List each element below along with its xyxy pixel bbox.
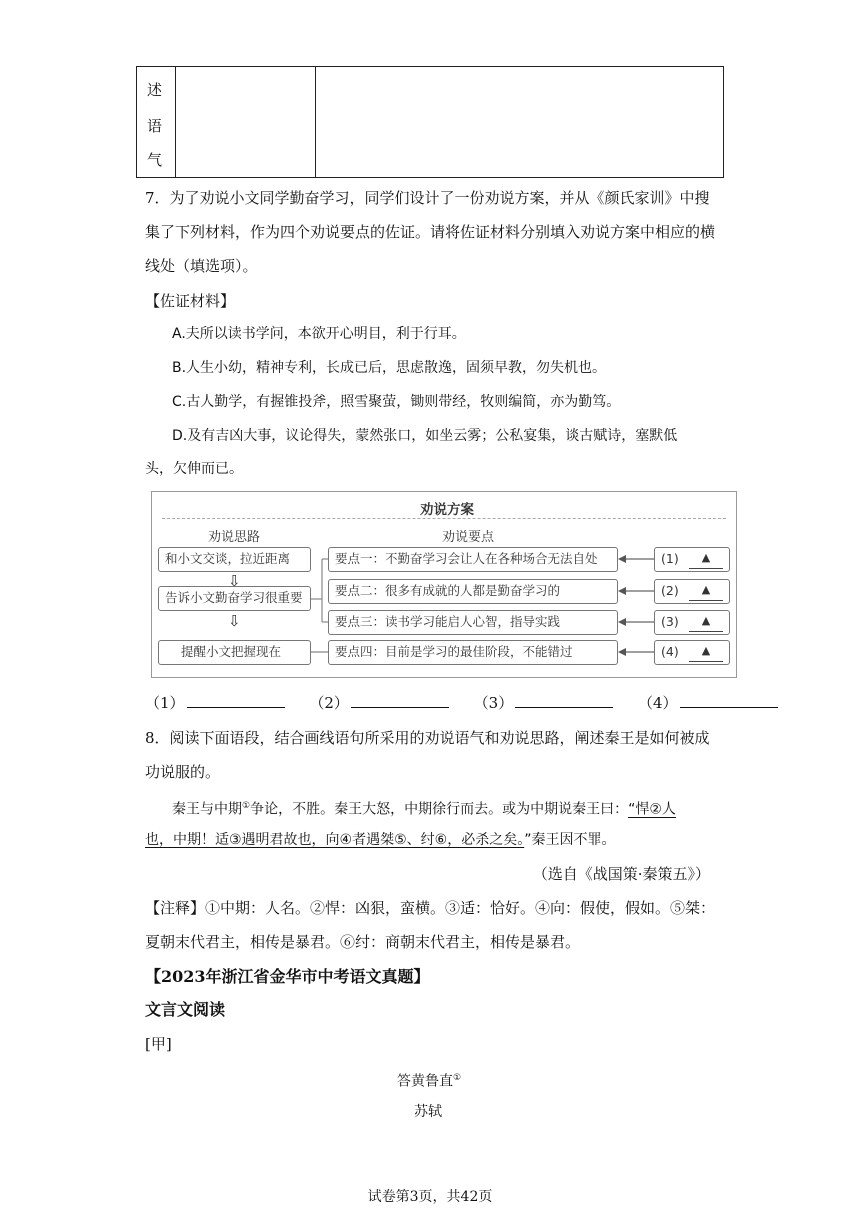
table-char: 述: [147, 81, 163, 99]
q7-line: 7．为了劝说小文同学勤奋学习，同学们设计了一份劝说方案，并从《颜氏家训》中搜: [145, 189, 710, 207]
underlined-text: 也，中期！适③遇明君故也，向④者遇桀⑤、纣⑥，必杀之矣。: [145, 832, 525, 848]
article-title: [397, 1068, 461, 1092]
blank-label: （2）: [309, 694, 349, 712]
point-box: 要点二：很多有成就的人都是勤奋学习的: [328, 579, 618, 604]
evidence-slot-4: [654, 640, 730, 665]
article-author: 苏轼: [414, 1104, 442, 1120]
evidence-slot-1: [654, 547, 730, 572]
option-c: C.古人勤学，有握锥投斧，照雪聚萤，锄则带经，牧则编简，亦为勤笃。: [172, 394, 621, 410]
page-footer: 试卷第3页，共42页: [367, 1189, 493, 1205]
blank-label: （1）: [145, 694, 185, 712]
blank-label: （3）: [473, 694, 514, 712]
table-char: 气: [147, 151, 163, 169]
q7-line: 线处（填选项）。: [145, 257, 258, 275]
answer-table: [136, 66, 724, 178]
step-box: 和小文交谈，拉近距离: [158, 547, 311, 572]
notes-line: 夏朝末代君主，相传是暴君。⑥纣：商朝末代君主，相传是暴君。: [145, 933, 581, 951]
persuasion-plan-diagram: [151, 491, 737, 678]
q7-line: 集了下列材料，作为四个劝说要点的佐证。请将佐证材料分别填入劝说方案中相应的横: [145, 223, 716, 241]
table-char: 语: [147, 117, 163, 135]
arrow-down-icon: ⇩: [228, 612, 241, 630]
q8-passage: [172, 796, 676, 820]
jia-label: [甲]: [145, 1035, 172, 1053]
article-title-text: 答黄鲁直: [397, 1073, 453, 1090]
note-mark: ①: [242, 801, 251, 811]
materials-title: 【佐证材料】: [145, 292, 236, 310]
slot-label: (1): [661, 551, 679, 566]
answer-blank-2[interactable]: [351, 693, 449, 708]
point-box: 要点一：不勤奋学习会让人在各种场合无法自处: [328, 547, 618, 572]
subsection-title: 文言文阅读: [145, 1000, 226, 1019]
evidence-slot-2: [654, 579, 730, 604]
slot-label: (2): [661, 583, 679, 598]
table-col-label: [137, 67, 176, 177]
passage-text: 争论，不胜。秦王大怒，中期徐行而去。或为中期说秦王曰：: [250, 801, 629, 818]
triangle-icon: ▲: [689, 548, 723, 569]
diagram-col1: 劝说思路: [208, 530, 261, 545]
step-box: 提醒小文把握现在: [158, 640, 311, 665]
diagram-col2: 劝说要点: [442, 530, 495, 545]
option-b: B.人生小幼，精神专利，长成已后，思虑散逸，固须早教，勿失机也。: [172, 360, 607, 376]
slot-label: (3): [661, 614, 679, 629]
answer-blank-3[interactable]: [515, 693, 613, 708]
q8-line: 8．阅读下面语段，结合画线语句所采用的劝说语气和劝说思路，阐述秦王是如何被成: [145, 729, 710, 747]
evidence-slot-3: [654, 610, 730, 635]
answer-blank-1[interactable]: [187, 693, 285, 708]
slot-label: (4): [661, 644, 679, 659]
q8-passage-cont: [145, 830, 615, 850]
q8-line: 功说服的。: [145, 763, 221, 781]
underlined-text: “悍②人: [628, 801, 676, 818]
section-title: 【2023年浙江省金华市中考语文真题】: [145, 967, 430, 986]
triangle-icon: ▲: [689, 580, 723, 601]
option-a: A.夫所以读书学问，本欲开心明目，利于行耳。: [172, 326, 466, 342]
answer-blanks-row: [145, 693, 778, 713]
table-col-blank: [176, 67, 316, 177]
note-mark: ①: [453, 1073, 462, 1083]
option-d: D.及有吉凶大事，议论得失，蒙然张口，如坐云雾；公私宴集，谈古赋诗，塞默低: [172, 428, 678, 444]
notes-line: 【注释】①中期：人名。②悍：凶狠，蛮横。③适：恰好。④向：假使，假如。⑤桀：: [145, 899, 716, 917]
blank-label: （4）: [637, 694, 678, 712]
triangle-icon: ▲: [689, 611, 723, 632]
passage-text: 秦王与中期: [172, 801, 242, 818]
option-d-cont: 头，欠伸而已。: [145, 461, 243, 477]
step-box: 告诉小文勤奋学习很重要: [158, 586, 311, 611]
triangle-icon: ▲: [689, 641, 723, 662]
diagram-title: 劝说方案: [420, 502, 474, 518]
point-box: 要点四：目前是学习的最佳阶段，不能错过: [328, 640, 618, 665]
arrow-down-icon: ⇩: [228, 572, 241, 590]
point-box: 要点三：读书学习能启人心智，指导实践: [328, 610, 618, 635]
passage-source: （选自《战国策·秦策五》）: [532, 865, 710, 883]
answer-blank-4[interactable]: [680, 693, 778, 708]
passage-text: ”秦王因不罪。: [524, 832, 616, 848]
